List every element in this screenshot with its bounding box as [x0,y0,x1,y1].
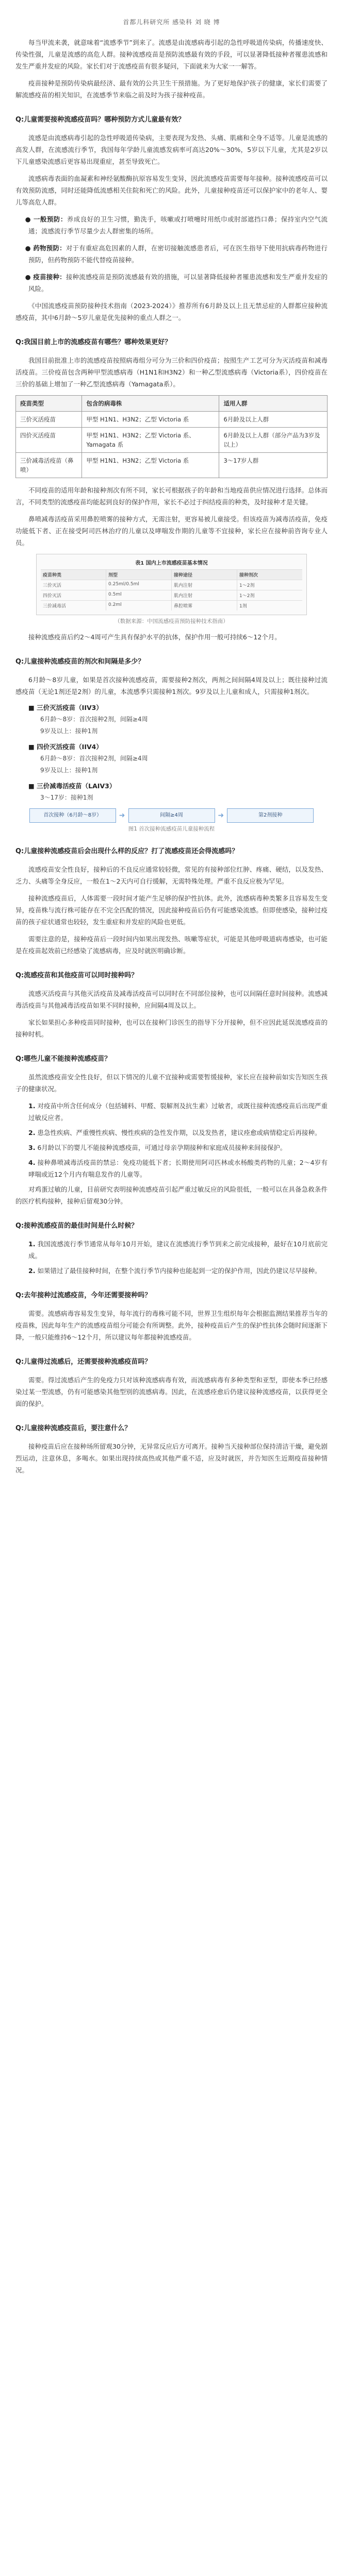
figure-cell: 1～2剂 [239,583,255,588]
intro-paragraph: 每当甲流来袭，就意味着“流感季节”到来了。流感是由流感病毒引起的急性呼吸道传染病，传播速度快、传染性强，儿童是流感的高危人群。接种流感疫苗是预防流感最有效的手段，可以显著降低接种者罹患流感和发生严重并发症的风险。家长们对于流感疫苗有很多疑问，下面就来为大家一一解答。 [15,39,328,70]
vaccine-schedule-line: 6月龄～8岁：首次接种2剂，间隔≥4周 [40,716,148,723]
list-number: 3. [28,1144,36,1151]
list-item [28,1238,328,1262]
vaccine-schedule-line: 3～17岁：接种1剂 [40,794,93,801]
list-item [28,1127,328,1139]
paragraph: 流感疫苗安全性良好，接种后的不良反应通常较轻微，常见的有接种部位红肿、疼痛、硬结，以及发热、乏力、头痛等全身反应，一般在1～2天内可自行缓解，无需特殊处理。严重不良反应极为罕见。 [15,866,328,885]
bullet-dot-icon: ● [25,244,34,252]
table-cell: 3～17岁人群 [219,453,328,478]
flow-step: 间隔≥4周 [128,808,215,823]
paragraph: 流感病毒表面的血凝素和神经氨酸酶抗原容易发生变异，因此流感疫苗需要每年接种。接种流感疫苗可以有效预防流感，同时还能降低流感相关住院和死亡的风险。此外，儿童接种疫苗还可以保护家中的老年人、婴儿等高危人群。 [15,175,328,206]
list-text: 我国流感流行季节通常从每年10月开始，建议在流感流行季节到来之前完成接种，最好在10月底前完成。 [28,1240,328,1260]
figure-cell: 0.5ml [106,590,172,600]
section-heading-q8: Q:去年接种过流感疫苗，今年还需要接种吗？ [15,1292,152,1299]
paragraph: 《中国流感疫苗预防接种技术指南（2023-2024）》推荐所有6月龄及以上且无禁忌症的人群都应接种流感疫苗，其中6月龄～5岁儿童是优先接种的重点人群之一。 [15,302,328,321]
table-cell: 6月龄及以上人群 [219,412,328,428]
bullet-text: 接种流感疫苗是预防流感最有效的措施，可以显著降低接种者罹患流感和发生严重并发症的风险。 [28,273,328,293]
bullet-item [15,213,328,237]
list-text: 如果错过了最佳接种时间，在整个流行季节内接种也能起到一定的保护作用，因此仍建议尽早接种。 [37,1267,321,1275]
author-line: 首都儿科研究所 感染科 刘 晓 博 [123,19,220,26]
figure-row [41,580,302,590]
intro-paragraph: 疫苗接种是预防传染病最经济、最有效的公共卫生干预措施。为了更好地保护孩子的健康，家长们需要了解流感疫苗的相关知识，在流感季节来临之前及时为孩子接种疫苗。 [15,79,328,99]
figure-cell: 鼻腔喷雾 [172,601,237,611]
flow-step: 首次接种（6月龄～8岁） [29,808,116,823]
figure-caption: （数据来源：中国流感疫苗预防接种技术指南） [115,618,228,624]
bullet-text: 对于有重症高危因素的人群，在密切接触流感患者后，可在医生指导下使用抗病毒药物进行预防，但药物预防不能代替疫苗接种。 [28,244,328,264]
table-cell: 甲型 H1N1、H3N2；乙型 Victoria 系 [82,412,219,428]
paragraph: 流感灭活疫苗与其他灭活疫苗及减毒活疫苗可以同时在不同部位接种，也可以间隔任意时间接种。流感减毒活疫苗与其他减毒活疫苗如果不同时接种，应间隔4周及以上。 [15,990,328,1009]
schedule-flow-diagram [15,808,328,823]
vaccine-schedule-line: 9岁及以上：接种1剂 [40,727,98,735]
figure-cell: 肌内注射 [172,580,237,590]
list-item [28,1265,328,1277]
list-number: 4. [28,1159,36,1166]
vaccine-schedule-line: 6月龄～8岁：首次接种2剂，间隔≥4周 [40,755,148,762]
figure-cell: 四价灭活 [41,590,106,600]
list-item [28,1157,328,1180]
table-row [16,428,328,453]
paragraph: 对鸡蛋过敏的儿童，目前研究表明接种流感疫苗引起严重过敏反应的风险很低，一般可以在具备急救条件的医疗机构接种，接种后留观30分钟。 [15,1185,328,1205]
table-cell: 四价灭活疫苗 [16,428,82,453]
figure-header-cell: 接种剂次 [237,570,302,580]
bullet-text: 养成良好的卫生习惯，勤洗手，咳嗽或打喷嚏时用纸巾或肘部遮挡口鼻；保持室内空气流通；流感流行季节尽量少去人群密集的场所。 [28,215,328,235]
figure-header-cell: 接种途径 [172,570,237,580]
table-header-cell: 适用人群 [219,396,328,412]
figure-row [41,600,302,611]
table-cell: 甲型 H1N1、H3N2；乙型 Victoria 系 [82,453,219,478]
bullet-item [15,242,328,266]
paragraph: 不同疫苗的适用年龄和接种剂次有所不同，家长可根据孩子的年龄和当地疫苗供应情况进行选择。总体而言，不同类型的流感疫苗均能起到良好的保护作用，家长不必过于纠结疫苗的种类，及时接种才是关键。 [15,486,328,506]
arrow-right-icon: ➜ [119,811,125,820]
paragraph: 家长如果担心多种疫苗同时接种，也可以在接种门诊医生的指导下分开接种，但不应因此延误流感疫苗的接种时机。 [15,1019,328,1038]
paragraph: 虽然流感疫苗安全性良好，但以下情况的儿童不宜接种或需要暂缓接种，家长应在接种前如实告知医生孩子的健康状况。 [15,1073,328,1093]
list-number: 2. [28,1267,36,1275]
list-text: 对疫苗中所含任何成分（包括辅料、甲醛、裂解剂及抗生素）过敏者，或既往接种流感疫苗后出现严重过敏反应者。 [28,1102,328,1122]
paragraph: 鼻喷减毒活疫苗采用鼻腔喷雾的接种方式，无需注射，更容易被儿童接受。但该疫苗为减毒活疫苗，免疫功能低下者、正在接受阿司匹林治疗的儿童以及哮喘发作期的儿童等不宜接种，家长应在接种前咨询专业人员。 [15,515,328,547]
paragraph: 接种疫苗后应在接种场所留观30分钟，无异常反应后方可离开。接种当天接种部位保持清洁干燥，避免剧烈运动，注意休息，多喝水。如果出现持续高热或其他严重不适，应及时就医，并告知医生近期疫苗接种情况。 [15,1443,328,1474]
table-header-cell: 疫苗类型 [16,396,82,412]
vaccine-schedule-line: 9岁及以上：接种1剂 [40,767,98,774]
bullet-item [15,271,328,295]
figure-cell: 三价灭活 [41,580,106,590]
figure-cell: 肌内注射 [172,590,237,600]
table-cell: 三价灭活疫苗 [16,412,82,428]
bullet-label: 药物预防： [33,244,66,252]
list-text: 患急性疾病、严重慢性疾病、慢性疾病的急性发作期，以及发热者，建议痊愈或病情稳定后再接种。 [37,1129,321,1137]
arrow-right-icon: ➜ [218,811,224,820]
section-heading-q6: Q:哪些儿童不能接种流感疫苗？ [15,1055,111,1063]
list-text: 接种鼻喷减毒活疫苗的禁忌：免疫功能低下者；长期使用阿司匹林或水杨酸类药物的儿童；2～4岁有哮喘或近12个月内有喘息发作的儿童等。 [28,1159,328,1178]
section-heading-q4: Q:儿童接种流感疫苗后会出现什么样的反应？打了流感疫苗还会得流感吗？ [15,848,239,855]
paragraph: 接种流感疫苗后，人体需要一段时间才能产生足够的保护性抗体。此外，流感病毒种类繁多且容易发生变异，疫苗株与流行株可能存在不完全匹配的情况，因此接种疫苗后仍有可能感染流感。但即使感染，接种过疫苗的孩子症状通常也较轻，发生重症和并发症的风险也更低。 [15,894,328,926]
bullet-label: 疫苗接种： [33,273,66,281]
list-text: 6月龄以下的婴儿不能接种流感疫苗，可通过母亲孕期接种和家庭成员接种来间接保护。 [37,1144,287,1151]
table-row [16,412,328,428]
figure-caption: 图1 首次接种流感疫苗儿童接种流程 [128,826,215,832]
table-cell: 6月龄及以上人群（部分产品为3岁及以上） [219,428,328,453]
paragraph: 需要。得过流感后产生的免疫力只对该种流感病毒有效，而流感病毒有多种类型和亚型，即使本季已经感染过某一型流感，仍有可能感染其他型别的流感病毒。因此，在流感痊愈后仍建议接种流感疫苗，以获得更全面的保护。 [15,1376,328,1408]
paragraph: 流感是由流感病毒引起的急性呼吸道传染病，主要表现为发热、头痛、肌痛和全身不适等。儿童是流感的高发人群，在流感流行季节，我国每年学龄儿童流感发病率可高达20%～30%，5岁以下儿童，尤其是2岁以下儿童感染流感后更容易出现重症，甚至导致死亡。 [15,134,328,165]
section-heading-q1: Q:儿童需要接种流感疫苗吗？哪种预防方式儿童最有效？ [15,116,185,124]
paragraph: 需要注意的是，接种疫苗后一段时间内如果出现发热、咳嗽等症状，可能是其他呼吸道病毒感染，也可能是在疫苗起效前已经感染了流感病毒，应及时就医明确诊断。 [15,935,328,955]
figure-cell: 三价减毒活 [41,601,106,611]
list-item [28,1142,328,1154]
paragraph: 需要。流感病毒容易发生变异，每年流行的毒株可能不同，世界卫生组织每年会根据监测结果推荐当年的疫苗株，因此每年生产的流感疫苗组分可能会有所调整。此外，接种疫苗后产生的保护性抗体会随时间逐渐下降，一般只能维持6～12个月，所以建议每年都接种流感疫苗。 [15,1310,328,1341]
section-heading-q9: Q:儿童得过流感后，还需要接种流感疫苗吗？ [15,1358,152,1366]
list-item [28,1100,328,1124]
figure-cell: 0.25ml/0.5ml [106,580,172,590]
paragraph: 我国目前批准上市的流感疫苗按照病毒组分可分为三价和四价疫苗；按照生产工艺可分为灭活疫苗和减毒活疫苗。三价疫苗包含两种甲型流感病毒（H1N1和H3N2）和一种乙型流感病毒（Victoria系），四价疫苗在三价的基础上增加了一种乙型流感病毒（Yamagata系）。 [15,357,328,388]
list-number: 1. [28,1102,36,1110]
paragraph: 接种流感疫苗后约2～4周可产生具有保护水平的抗体，保护作用一般可持续6～12个月。 [28,633,281,641]
section-heading-q7: Q:接种流感疫苗的最佳时间是什么时候？ [15,1222,138,1230]
table-header-cell: 包含的病毒株 [82,396,219,412]
section-heading-q2: Q:我国目前上市的流感疫苗有哪些？哪种效果更好？ [15,338,172,346]
section-heading-q3: Q:儿童接种流感疫苗的剂次和间隔是多少？ [15,658,145,666]
list-number: 2. [28,1129,36,1137]
figure-cell: 0.2ml [106,601,172,611]
vaccine-figure-table [36,554,307,615]
vaccine-schedule-title: ■ 三价灭活疫苗（IIV3） [28,704,103,711]
figure-title: 表1 国内上市流感疫苗基本情况 [135,561,208,566]
vaccine-schedule-title: ■ 三价减毒活疫苗（LAIV3） [28,782,116,790]
bullet-dot-icon: ● [25,215,34,223]
vaccine-schedule-title: ■ 四价灭活疫苗（IIV4） [28,743,103,751]
figure-header-cell: 疫苗种类 [41,570,106,580]
bullet-dot-icon: ● [25,273,34,281]
bullet-label: 一般预防： [33,215,67,223]
figure-row [41,590,302,600]
table-header-row [16,396,328,412]
figure-cell: 1～2剂 [239,594,255,599]
section-heading-q10: Q:儿童接种流感疫苗后，要注意什么？ [15,1425,132,1432]
vaccine-types-table [15,395,328,478]
list-number: 1. [28,1240,36,1248]
table-row [16,453,328,478]
section-heading-q5: Q:流感疫苗和其他疫苗可以同时接种吗？ [15,972,138,979]
figure-cell: 1剂 [239,604,247,609]
table-cell: 三价减毒活疫苗（鼻喷） [16,453,82,478]
figure-header-row [41,569,302,580]
figure-header-cell: 剂型 [106,570,172,580]
paragraph: 6月龄～8岁儿童，如果是首次接种流感疫苗，需要接种2剂次，两剂之间间隔4周及以上；既往接种过流感疫苗（无论1剂还是2剂）的儿童，本流感季只需接种1剂次。9岁及以上儿童和成人，只需接种1剂次。 [15,676,328,696]
table-cell: 甲型 H1N1、H3N2；乙型 Victoria 系、Yamagata 系 [82,428,219,453]
flow-step: 第2剂接种 [227,808,314,823]
